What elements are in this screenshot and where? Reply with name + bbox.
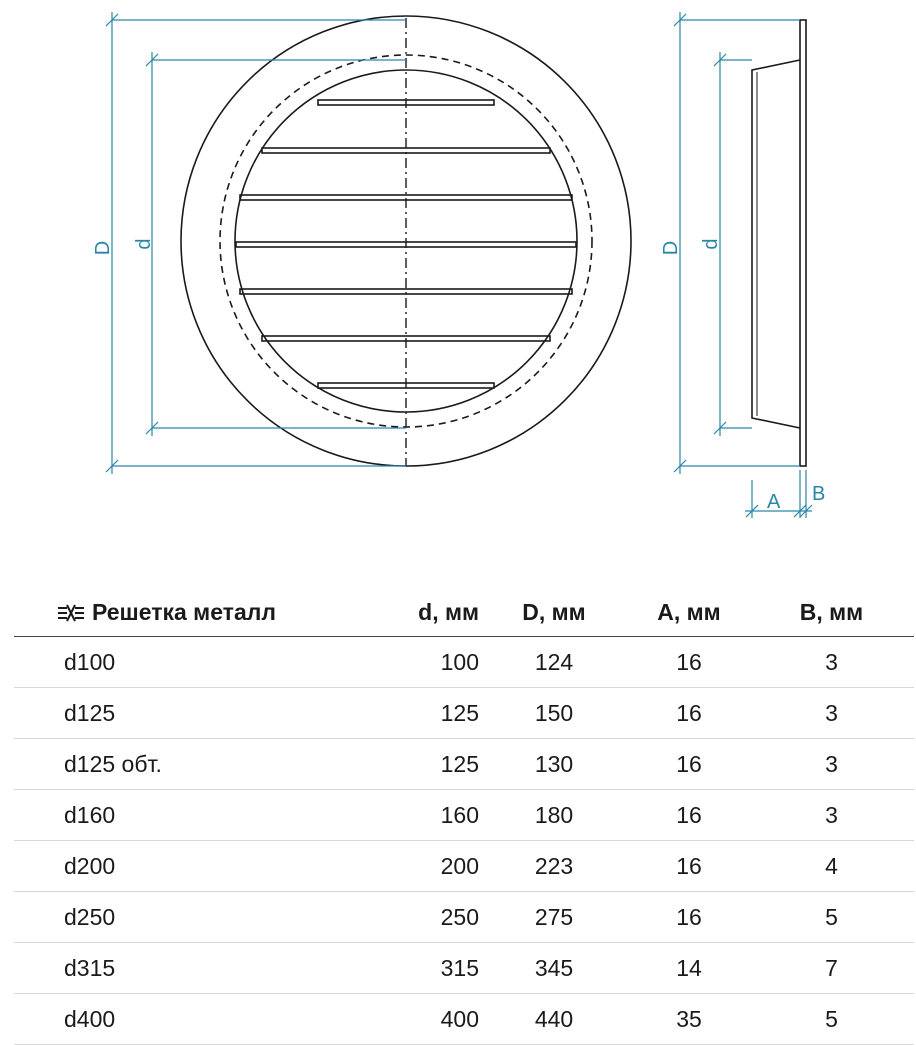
cell-B: 3 — [749, 790, 914, 841]
side-outer-dimension-label: D — [660, 240, 682, 256]
cell-name: d250 — [14, 892, 384, 943]
table-row — [14, 994, 914, 1045]
front-view — [92, 12, 631, 474]
table-row — [14, 688, 914, 739]
header-D: D, мм — [479, 588, 629, 637]
cell-A: 16 — [629, 790, 749, 841]
header-product-label: Решетка металл — [92, 598, 276, 625]
cell-B: 3 — [749, 688, 914, 739]
louvre-grille-icon — [56, 603, 86, 623]
cell-D: 130 — [479, 739, 629, 790]
cell-A: 16 — [629, 892, 749, 943]
cell-d: 160 — [384, 790, 479, 841]
cell-d: 315 — [384, 943, 479, 994]
cell-A: 16 — [629, 841, 749, 892]
cell-name: d315 — [14, 943, 384, 994]
cell-d: 200 — [384, 841, 479, 892]
cell-B: 5 — [749, 994, 914, 1045]
table-row — [14, 637, 914, 688]
cell-name: d160 — [14, 790, 384, 841]
cell-A: 16 — [629, 688, 749, 739]
header-d: d, мм — [384, 588, 479, 637]
cell-A: 16 — [629, 739, 749, 790]
cell-B: 3 — [749, 637, 914, 688]
table-row — [14, 943, 914, 994]
table-row — [14, 790, 914, 841]
cell-D: 180 — [479, 790, 629, 841]
cell-A: 35 — [629, 994, 749, 1045]
header-product — [14, 588, 384, 637]
header-B: B, мм — [749, 588, 914, 637]
cell-name: d200 — [14, 841, 384, 892]
cell-A: 16 — [629, 637, 749, 688]
side-view — [660, 12, 825, 518]
table-row — [14, 892, 914, 943]
front-inner-dimension-label: d — [133, 238, 155, 250]
cell-name: d100 — [14, 637, 384, 688]
cell-d: 400 — [384, 994, 479, 1045]
table-header-row — [14, 588, 914, 637]
cell-d: 100 — [384, 637, 479, 688]
cell-D: 275 — [479, 892, 629, 943]
cell-B: 5 — [749, 892, 914, 943]
specifications-table — [14, 588, 914, 1045]
cell-B: 7 — [749, 943, 914, 994]
cell-D: 223 — [479, 841, 629, 892]
flange-dimension-label: B — [812, 483, 826, 505]
cell-name: d125 обт. — [14, 739, 384, 790]
cell-d: 125 — [384, 739, 479, 790]
cell-D: 440 — [479, 994, 629, 1045]
depth-dimension-label: A — [767, 491, 781, 513]
table-row — [14, 739, 914, 790]
cell-d: 125 — [384, 688, 479, 739]
cell-B: 3 — [749, 739, 914, 790]
cell-D: 150 — [479, 688, 629, 739]
cell-name: d125 — [14, 688, 384, 739]
front-outer-dimension-label: D — [92, 240, 114, 256]
grille-body — [752, 60, 800, 428]
flange — [800, 20, 806, 466]
table-row — [14, 841, 914, 892]
cell-name: d400 — [14, 994, 384, 1045]
cell-A: 14 — [629, 943, 749, 994]
cell-D: 124 — [479, 637, 629, 688]
cell-B: 4 — [749, 841, 914, 892]
side-inner-dimension-label: d — [700, 238, 722, 250]
header-A: A, мм — [629, 588, 749, 637]
cell-d: 250 — [384, 892, 479, 943]
cell-D: 345 — [479, 943, 629, 994]
